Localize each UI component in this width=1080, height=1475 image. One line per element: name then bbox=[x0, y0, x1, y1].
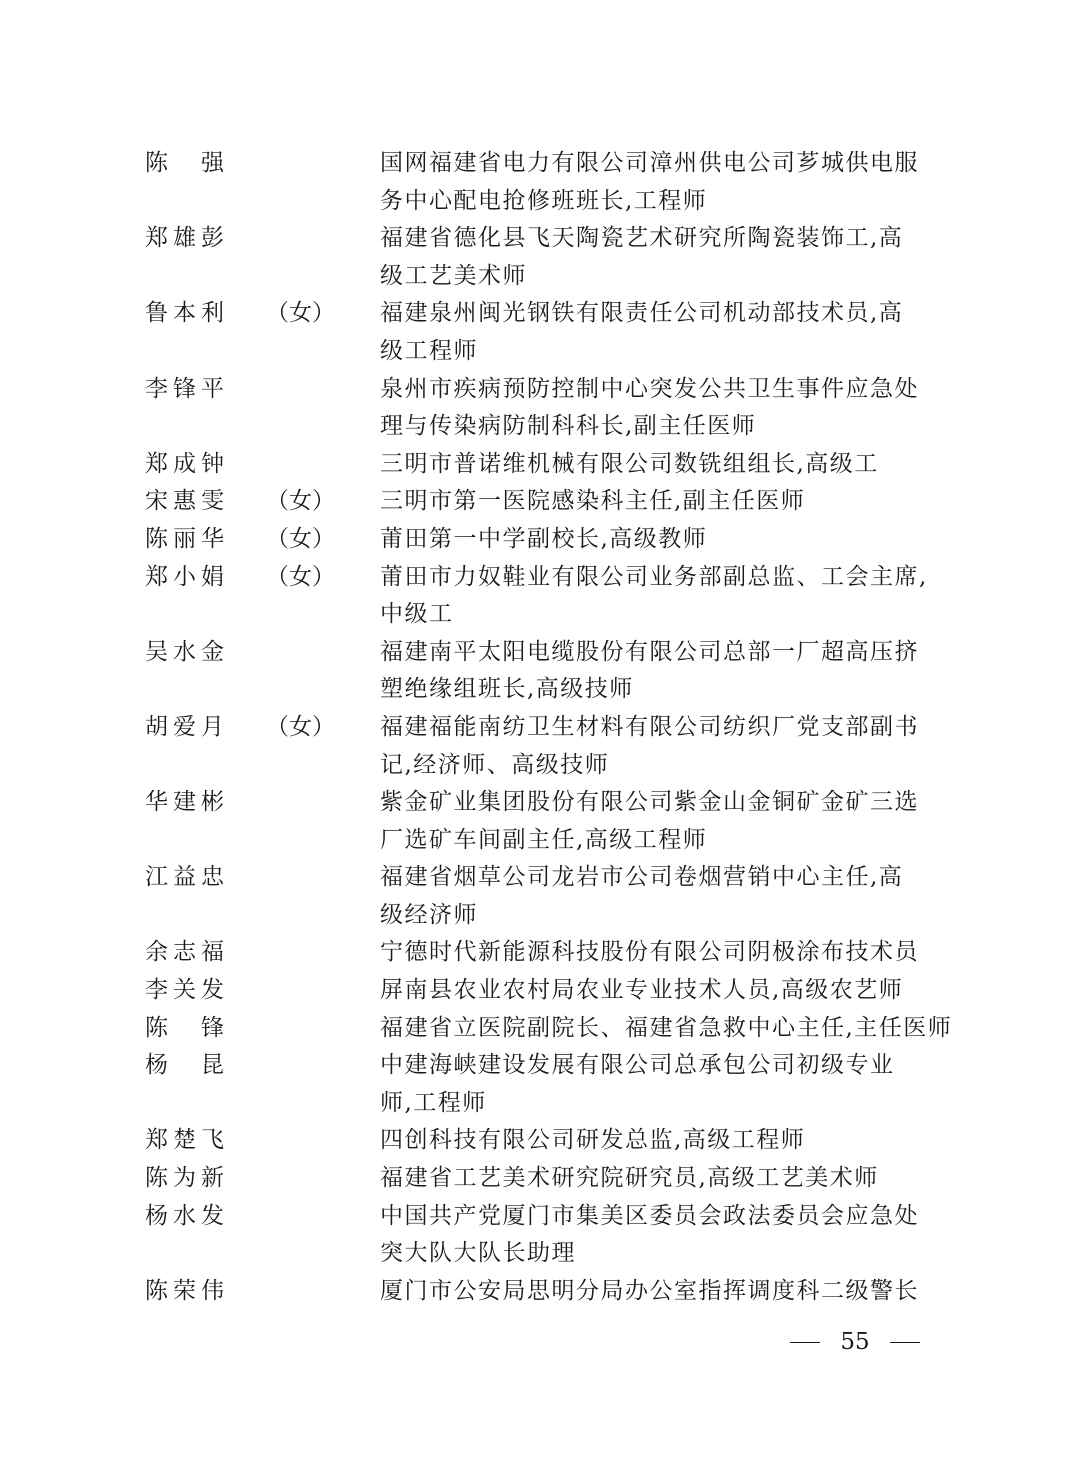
person-name: 陈丽华 bbox=[145, 525, 225, 552]
person-name: 郑雄彭 bbox=[145, 225, 225, 252]
description-line: 师,工程师 bbox=[380, 1089, 487, 1116]
person-name: 余志福 bbox=[145, 939, 225, 966]
description-line: 福建省烟草公司龙岩市公司卷烟营销中心主任,高 bbox=[380, 864, 904, 891]
description-line: 理与传染病防制科科长,副主任医师 bbox=[380, 413, 757, 440]
description-line: 福建南平太阳电缆股份有限公司总部一厂超高压挤 bbox=[380, 638, 919, 665]
list-item bbox=[0, 559, 1080, 634]
description-line: 紫金矿业集团股份有限公司紫金山金铜矿金矿三选 bbox=[380, 789, 919, 816]
description-line: 三明市普诺维机械有限公司数铣组组长,高级工 bbox=[380, 450, 879, 477]
person-name: 杨水发 bbox=[145, 1202, 225, 1229]
description-line: 福建省立医院副院长、福建省急救中心主任,主任医师 bbox=[380, 1014, 953, 1041]
description-line: 厦门市公安局思明分局办公室指挥调度科二级警长 bbox=[380, 1277, 919, 1304]
description-line: 福建省德化县飞天陶瓷艺术研究所陶瓷装饰工,高 bbox=[380, 225, 904, 252]
description-line: 国网福建省电力有限公司漳州供电公司芗城供电服 bbox=[380, 150, 919, 176]
affiliation-title bbox=[380, 1273, 940, 1311]
list-item bbox=[0, 1010, 1080, 1048]
page-footer bbox=[790, 1322, 920, 1362]
list-item bbox=[0, 709, 1080, 784]
gender-note: （女） bbox=[266, 525, 335, 552]
list-item bbox=[0, 446, 1080, 484]
affiliation-title bbox=[380, 972, 940, 1010]
description-line: 务中心配电抢修班班长,工程师 bbox=[380, 187, 708, 214]
description-line: 三明市第一医院感染科主任,副主任医师 bbox=[380, 488, 806, 515]
description-line: 厂选矿车间副主任,高级工程师 bbox=[380, 826, 708, 853]
affiliation-title bbox=[380, 559, 940, 634]
list-item bbox=[0, 483, 1080, 521]
affiliation-title bbox=[380, 934, 940, 972]
list-item bbox=[0, 634, 1080, 709]
affiliation-title bbox=[380, 1198, 940, 1273]
list-item bbox=[0, 934, 1080, 972]
description-line: 四创科技有限公司研发总监,高级工程师 bbox=[380, 1127, 806, 1154]
person-name: 陈荣伟 bbox=[145, 1277, 225, 1304]
description-line: 福建泉州闽光钢铁有限责任公司机动部技术员,高 bbox=[380, 300, 904, 327]
description-line: 福建福能南纺卫生材料有限公司纺织厂党支部副书 bbox=[380, 713, 919, 740]
description-line: 中建海峡建设发展有限公司总承包公司初级专业 bbox=[380, 1052, 895, 1079]
page-number: 55 bbox=[840, 1329, 870, 1355]
affiliation-title bbox=[380, 295, 940, 370]
footer-dash-left bbox=[790, 1342, 820, 1343]
affiliation-title bbox=[380, 446, 940, 484]
affiliation-title bbox=[380, 483, 940, 521]
person-name: 陈 强 bbox=[145, 150, 225, 176]
description-line: 福建省工艺美术研究院研究员,高级工艺美术师 bbox=[380, 1165, 879, 1192]
person-name: 陈为新 bbox=[145, 1165, 225, 1192]
description-line: 中级工 bbox=[380, 601, 454, 628]
description-line: 级经济师 bbox=[380, 901, 478, 928]
person-name: 江益忠 bbox=[145, 864, 225, 891]
description-line: 泉州市疾病预防控制中心突发公共卫生事件应急处 bbox=[380, 375, 919, 402]
person-name: 李关发 bbox=[145, 977, 225, 1004]
person-name: 杨 昆 bbox=[145, 1052, 225, 1079]
affiliation-title bbox=[380, 859, 940, 934]
description-line: 记,经济师、高级技师 bbox=[380, 751, 610, 778]
description-line: 屏南县农业农村局农业专业技术人员,高级农艺师 bbox=[380, 977, 904, 1004]
gender-note: （女） bbox=[266, 563, 335, 590]
person-name: 郑成钟 bbox=[145, 450, 225, 477]
person-name: 郑楚飞 bbox=[145, 1127, 225, 1154]
description-line: 级工艺美术师 bbox=[380, 262, 527, 289]
person-name: 陈 锋 bbox=[145, 1014, 225, 1041]
list-item bbox=[0, 521, 1080, 559]
person-name: 华建彬 bbox=[145, 789, 225, 816]
list-item bbox=[0, 859, 1080, 934]
person-name: 鲁本利 bbox=[145, 300, 225, 327]
list-item bbox=[0, 145, 1080, 220]
description-line: 塑绝缘组班长,高级技师 bbox=[380, 676, 634, 703]
person-name: 李锋平 bbox=[145, 375, 225, 402]
affiliation-title bbox=[380, 1047, 940, 1122]
footer-dash-right bbox=[890, 1342, 920, 1343]
gender-note: （女） bbox=[266, 300, 335, 327]
affiliation-title bbox=[380, 1160, 940, 1198]
affiliation-title bbox=[380, 784, 940, 859]
honoree-list bbox=[0, 145, 1080, 1310]
list-item bbox=[0, 784, 1080, 859]
person-name: 郑小娟 bbox=[145, 563, 225, 590]
gender-note: （女） bbox=[266, 713, 335, 740]
list-item bbox=[0, 295, 1080, 370]
description-line: 莆田市力奴鞋业有限公司业务部副总监、工会主席, bbox=[380, 563, 928, 590]
affiliation-title bbox=[380, 1122, 940, 1160]
description-line: 宁德时代新能源科技股份有限公司阴极涂布技术员 bbox=[380, 939, 919, 966]
list-item bbox=[0, 1160, 1080, 1198]
affiliation-title bbox=[380, 634, 940, 709]
affiliation-title bbox=[380, 709, 940, 784]
description-line: 突大队大队长助理 bbox=[380, 1240, 576, 1267]
description-line: 莆田第一中学副校长,高级教师 bbox=[380, 525, 708, 552]
affiliation-title bbox=[380, 1010, 953, 1048]
list-item bbox=[0, 1047, 1080, 1122]
list-item bbox=[0, 220, 1080, 295]
person-name: 吴水金 bbox=[145, 638, 225, 665]
description-line: 级工程师 bbox=[380, 337, 478, 364]
affiliation-title bbox=[380, 371, 940, 446]
list-item bbox=[0, 1122, 1080, 1160]
list-item bbox=[0, 1273, 1080, 1311]
description-line: 中国共产党厦门市集美区委员会政法委员会应急处 bbox=[380, 1202, 919, 1229]
affiliation-title bbox=[380, 521, 940, 559]
gender-note: （女） bbox=[266, 488, 335, 515]
person-name: 宋惠雯 bbox=[145, 488, 225, 515]
person-name: 胡爱月 bbox=[145, 713, 225, 740]
affiliation-title bbox=[380, 220, 940, 295]
affiliation-title bbox=[380, 145, 940, 220]
list-item bbox=[0, 972, 1080, 1010]
list-item bbox=[0, 371, 1080, 446]
list-item bbox=[0, 1198, 1080, 1273]
